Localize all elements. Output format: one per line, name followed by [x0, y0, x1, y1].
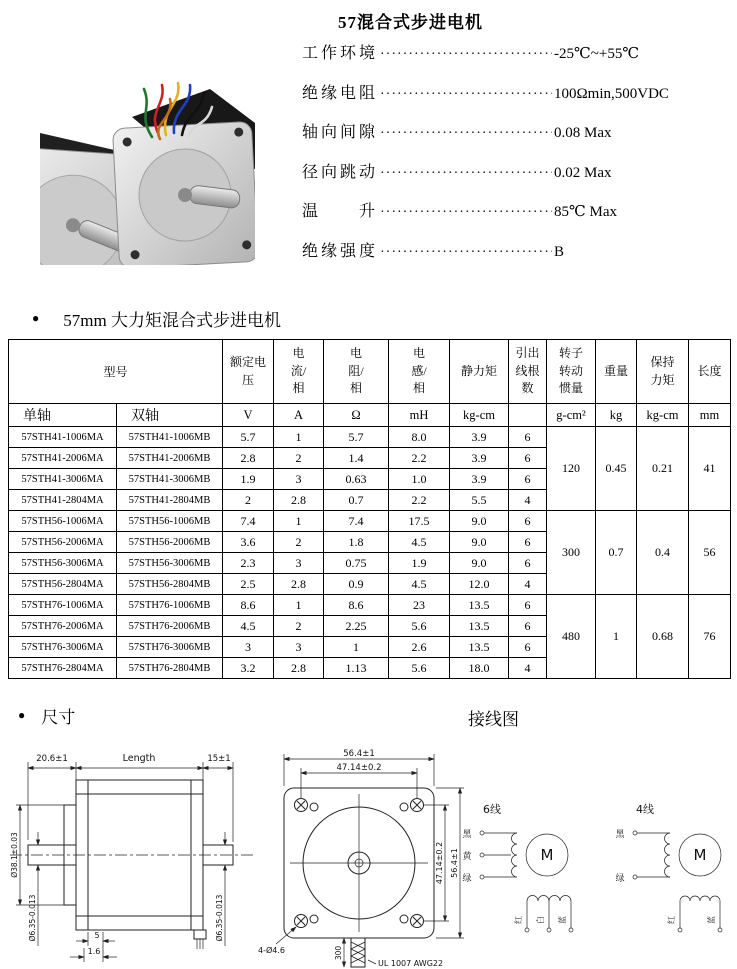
col-leads: 引出线根数 — [509, 340, 547, 404]
dimensions-section-heading — [18, 703, 75, 728]
dim-body-length: Length — [122, 753, 156, 764]
cell-a: 2.8 — [274, 658, 324, 679]
cell-t: 5.5 — [450, 490, 509, 511]
cell-r: 2.25 — [324, 616, 389, 637]
cell-n: 4 — [509, 658, 547, 679]
cell-a: 1 — [274, 427, 324, 448]
unit-length: mm — [689, 404, 731, 427]
table-header-row — [9, 340, 731, 404]
dim-front-shaft-diameter: Ø6.35-0.013 — [28, 894, 37, 942]
col-model: 型号 — [9, 340, 223, 404]
cell-l: 5.6 — [389, 658, 450, 679]
cell-l: 5.6 — [389, 616, 450, 637]
stepper-motors-photo — [40, 75, 255, 265]
cell-r: 0.63 — [324, 469, 389, 490]
cell-model-ma: 57STH76-2006MA — [9, 616, 117, 637]
spec-label: 径向跳动 — [302, 163, 379, 181]
spec-row — [302, 238, 732, 278]
cell-a: 2.8 — [274, 574, 324, 595]
cell-model-ma: 57STH56-2804MA — [9, 574, 117, 595]
wire-label-white: 白 — [536, 916, 545, 924]
col-weight: 重量 — [596, 340, 637, 404]
cell-model-mb: 57STH76-1006MB — [117, 595, 223, 616]
cell-t: 13.5 — [450, 637, 509, 658]
unit-inertia: g-cm² — [547, 404, 596, 427]
cell-l: 2.6 — [389, 637, 450, 658]
cell-t: 3.9 — [450, 427, 509, 448]
cell-v: 2.8 — [223, 448, 274, 469]
dot-leader — [380, 126, 552, 142]
cell-holding: 0.21 — [637, 427, 689, 511]
six-wire-title: 6线 — [483, 803, 501, 816]
cell-n: 6 — [509, 616, 547, 637]
products-section-heading — [32, 306, 281, 331]
dim-key-depth: 1.6 — [87, 947, 101, 956]
spec-label: 绝缘强度 — [302, 242, 379, 260]
col-holding: 保持力矩 — [637, 340, 689, 404]
col-inertia: 转子转动惯量 — [547, 340, 596, 404]
spec-value: 100Ωmin,500VDC — [554, 85, 669, 102]
cell-v: 4.5 — [223, 616, 274, 637]
dim-hole-span-h: 47.14±0.2 — [336, 763, 382, 773]
connector — [194, 930, 206, 939]
products-heading-text: 57mm 大力矩混合式步进电机 — [63, 311, 281, 330]
cell-model-mb: 57STH41-3006MB — [117, 469, 223, 490]
cell-n: 6 — [509, 448, 547, 469]
spec-value: -25℃~+55℃ — [554, 46, 640, 62]
wire-label-blue: 蓝 — [707, 916, 716, 924]
cell-v: 3.2 — [223, 658, 274, 679]
cell-model-ma: 57STH76-2804MA — [9, 658, 117, 679]
cell-model-ma: 57STH41-3006MA — [9, 469, 117, 490]
four-wire-title: 4线 — [636, 803, 654, 816]
cell-v: 2.5 — [223, 574, 274, 595]
cell-weight: 0.7 — [596, 511, 637, 595]
col-resistance: 电阻/相 — [324, 340, 389, 404]
spec-value: 85℃ Max — [554, 204, 618, 220]
spec-value: B — [554, 243, 565, 260]
cell-model-mb: 57STH56-2804MB — [117, 574, 223, 595]
motor-symbol: M — [540, 846, 554, 864]
cell-t: 12.0 — [450, 574, 509, 595]
dim-front-shaft: 20.6±1 — [36, 754, 68, 764]
cell-r: 1.13 — [324, 658, 389, 679]
cell-weight: 0.45 — [596, 427, 637, 511]
cell-r: 0.7 — [324, 490, 389, 511]
col-inductance: 电感/相 — [389, 340, 450, 404]
cell-a: 2 — [274, 616, 324, 637]
cell-r: 5.7 — [324, 427, 389, 448]
col-double-shaft: 双轴 — [117, 404, 223, 427]
wire-label-blue: 蓝 — [558, 916, 567, 924]
wire-label-black: 黑 — [462, 830, 472, 840]
cell-inertia: 300 — [547, 511, 596, 595]
cell-model-ma: 57STH56-1006MA — [9, 511, 117, 532]
cell-n: 6 — [509, 427, 547, 448]
cell-v: 7.4 — [223, 511, 274, 532]
unit-static-torque: kg-cm — [450, 404, 509, 427]
cell-holding: 0.4 — [637, 511, 689, 595]
cell-l: 4.5 — [389, 574, 450, 595]
unit-holding: kg-cm — [637, 404, 689, 427]
right-motor-face — [112, 121, 255, 265]
cell-model-ma: 57STH41-2006MA — [9, 448, 117, 469]
table-row — [9, 595, 731, 616]
dot-leader — [380, 166, 552, 182]
col-static-torque: 静力矩 — [450, 340, 509, 404]
wire-label-yellow: 黄 — [462, 852, 472, 862]
dim-cable-length: 300 — [334, 945, 343, 961]
cell-t: 13.5 — [450, 616, 509, 637]
product-photo — [40, 75, 255, 265]
cell-l: 23 — [389, 595, 450, 616]
spec-list — [302, 40, 732, 277]
cell-r: 0.9 — [324, 574, 389, 595]
spec-label: 工作环境 — [302, 45, 379, 62]
dim-key-length: 5 — [94, 931, 100, 940]
table-row — [9, 427, 731, 448]
cell-n: 6 — [509, 553, 547, 574]
cell-model-mb: 57STH76-2804MB — [117, 658, 223, 679]
spec-label: 温 升 — [302, 203, 379, 220]
cell-l: 1.9 — [389, 553, 450, 574]
cell-model-mb: 57STH41-2804MB — [117, 490, 223, 511]
cell-holding: 0.68 — [637, 595, 689, 679]
cell-model-mb: 57STH56-2006MB — [117, 532, 223, 553]
dot-leader — [380, 87, 552, 103]
cell-model-mb: 57STH76-3006MB — [117, 637, 223, 658]
cell-r: 1.4 — [324, 448, 389, 469]
cell-v: 1.9 — [223, 469, 274, 490]
bullet-icon: ● — [32, 311, 40, 325]
motor-symbol: M — [693, 846, 707, 864]
cell-n: 6 — [509, 469, 547, 490]
unit-current: A — [274, 404, 324, 427]
cell-l: 2.2 — [389, 490, 450, 511]
cell-inertia: 120 — [547, 427, 596, 511]
cell-l: 1.0 — [389, 469, 450, 490]
spec-row — [302, 198, 732, 238]
cell-r: 0.75 — [324, 553, 389, 574]
cell-length: 56 — [689, 511, 731, 595]
wire-label-black: 黑 — [615, 830, 625, 840]
cell-model-ma: 57STH41-2804MA — [9, 490, 117, 511]
cell-t: 3.9 — [450, 469, 509, 490]
cell-t: 9.0 — [450, 532, 509, 553]
col-length: 长度 — [689, 340, 731, 404]
cell-model-mb: 57STH76-2006MB — [117, 616, 223, 637]
page-title: 57混合式步进电机 — [338, 13, 483, 32]
cell-length: 41 — [689, 427, 731, 511]
wire-label-green: 绿 — [462, 874, 472, 884]
mounting-holes-label: 4-Ø4.6 — [258, 946, 285, 955]
dot-leader — [380, 245, 552, 261]
dot-leader — [380, 47, 552, 63]
cell-r: 1 — [324, 637, 389, 658]
cell-a: 3 — [274, 637, 324, 658]
dot-leader — [380, 205, 552, 221]
wiring-diagram — [455, 763, 735, 968]
cell-l: 17.5 — [389, 511, 450, 532]
cell-v: 5.7 — [223, 427, 274, 448]
spec-label: 绝缘电阻 — [302, 84, 379, 102]
dimensions-heading-text: 尺寸 — [41, 708, 76, 727]
spec-row — [302, 119, 732, 159]
dim-rear-shaft: 15±1 — [207, 754, 231, 764]
spec-row — [302, 40, 732, 80]
cell-model-ma: 57STH41-1006MA — [9, 427, 117, 448]
spec-value: 0.08 Max — [554, 125, 612, 141]
dim-rear-shaft-diameter: Ø6.35-0.013 — [215, 894, 224, 942]
unit-weight: kg — [596, 404, 637, 427]
side-view-drawing — [8, 750, 258, 969]
cell-v: 2.3 — [223, 553, 274, 574]
dim-hole-span-v: 47.14±0.2 — [435, 841, 444, 885]
cell-r: 7.4 — [324, 511, 389, 532]
cell-t: 3.9 — [450, 448, 509, 469]
spec-row — [302, 159, 732, 199]
dim-height: 56.4±1 — [450, 848, 459, 878]
cell-n: 6 — [509, 595, 547, 616]
cell-n: 6 — [509, 637, 547, 658]
cell-a: 2.8 — [274, 490, 324, 511]
cell-t: 13.5 — [450, 595, 509, 616]
col-single-shaft: 单轴 — [9, 404, 117, 427]
cell-weight: 1 — [596, 595, 637, 679]
motor-spec-table — [8, 339, 731, 679]
cell-n: 4 — [509, 574, 547, 595]
unit-resistance: Ω — [324, 404, 389, 427]
wiring-section-heading: 接线图 — [468, 710, 519, 729]
wire-label-green: 绿 — [615, 874, 625, 884]
cell-a: 2 — [274, 532, 324, 553]
cell-l: 2.2 — [389, 448, 450, 469]
cell-l: 4.5 — [389, 532, 450, 553]
spec-label: 轴向间隙 — [302, 124, 379, 141]
unit-leads — [509, 404, 547, 427]
cell-n: 6 — [509, 511, 547, 532]
cell-model-ma: 57STH76-3006MA — [9, 637, 117, 658]
spec-row — [302, 80, 732, 120]
cell-model-mb: 57STH41-1006MB — [117, 427, 223, 448]
cell-n: 4 — [509, 490, 547, 511]
unit-inductance: mH — [389, 404, 450, 427]
wire-label-red: 红 — [514, 916, 523, 924]
wire-label-red: 红 — [667, 916, 676, 924]
cell-r: 8.6 — [324, 595, 389, 616]
unit-voltage: V — [223, 404, 274, 427]
cell-n: 6 — [509, 532, 547, 553]
cell-v: 2 — [223, 490, 274, 511]
bullet-icon: ● — [18, 708, 26, 722]
cell-inertia: 480 — [547, 595, 596, 679]
dim-width: 56.4±1 — [343, 749, 375, 759]
table-row — [9, 511, 731, 532]
cell-model-mb: 57STH56-1006MB — [117, 511, 223, 532]
cell-v: 3.6 — [223, 532, 274, 553]
cell-t: 18.0 — [450, 658, 509, 679]
cell-r: 1.8 — [324, 532, 389, 553]
dim-pilot-diameter: Ø38.1±0.03 — [10, 832, 19, 878]
wire-spec-label: UL 1007 AWG22 — [378, 959, 444, 968]
cell-model-ma: 57STH76-1006MA — [9, 595, 117, 616]
cell-l: 8.0 — [389, 427, 450, 448]
cell-a: 1 — [274, 511, 324, 532]
cell-v: 8.6 — [223, 595, 274, 616]
col-current: 电流/相 — [274, 340, 324, 404]
cell-a: 1 — [274, 595, 324, 616]
cell-length: 76 — [689, 595, 731, 679]
cell-model-ma: 57STH56-2006MA — [9, 532, 117, 553]
cell-a: 2 — [274, 448, 324, 469]
cell-model-mb: 57STH56-3006MB — [117, 553, 223, 574]
cell-v: 3 — [223, 637, 274, 658]
cell-a: 3 — [274, 469, 324, 490]
cell-t: 9.0 — [450, 553, 509, 574]
col-voltage: 额定电压 — [223, 340, 274, 404]
cell-model-ma: 57STH56-3006MA — [9, 553, 117, 574]
front-view-drawing — [256, 746, 468, 969]
cell-t: 9.0 — [450, 511, 509, 532]
table-units-row — [9, 404, 731, 427]
cell-model-mb: 57STH41-2006MB — [117, 448, 223, 469]
cell-a: 3 — [274, 553, 324, 574]
spec-value: 0.02 Max — [554, 164, 612, 181]
